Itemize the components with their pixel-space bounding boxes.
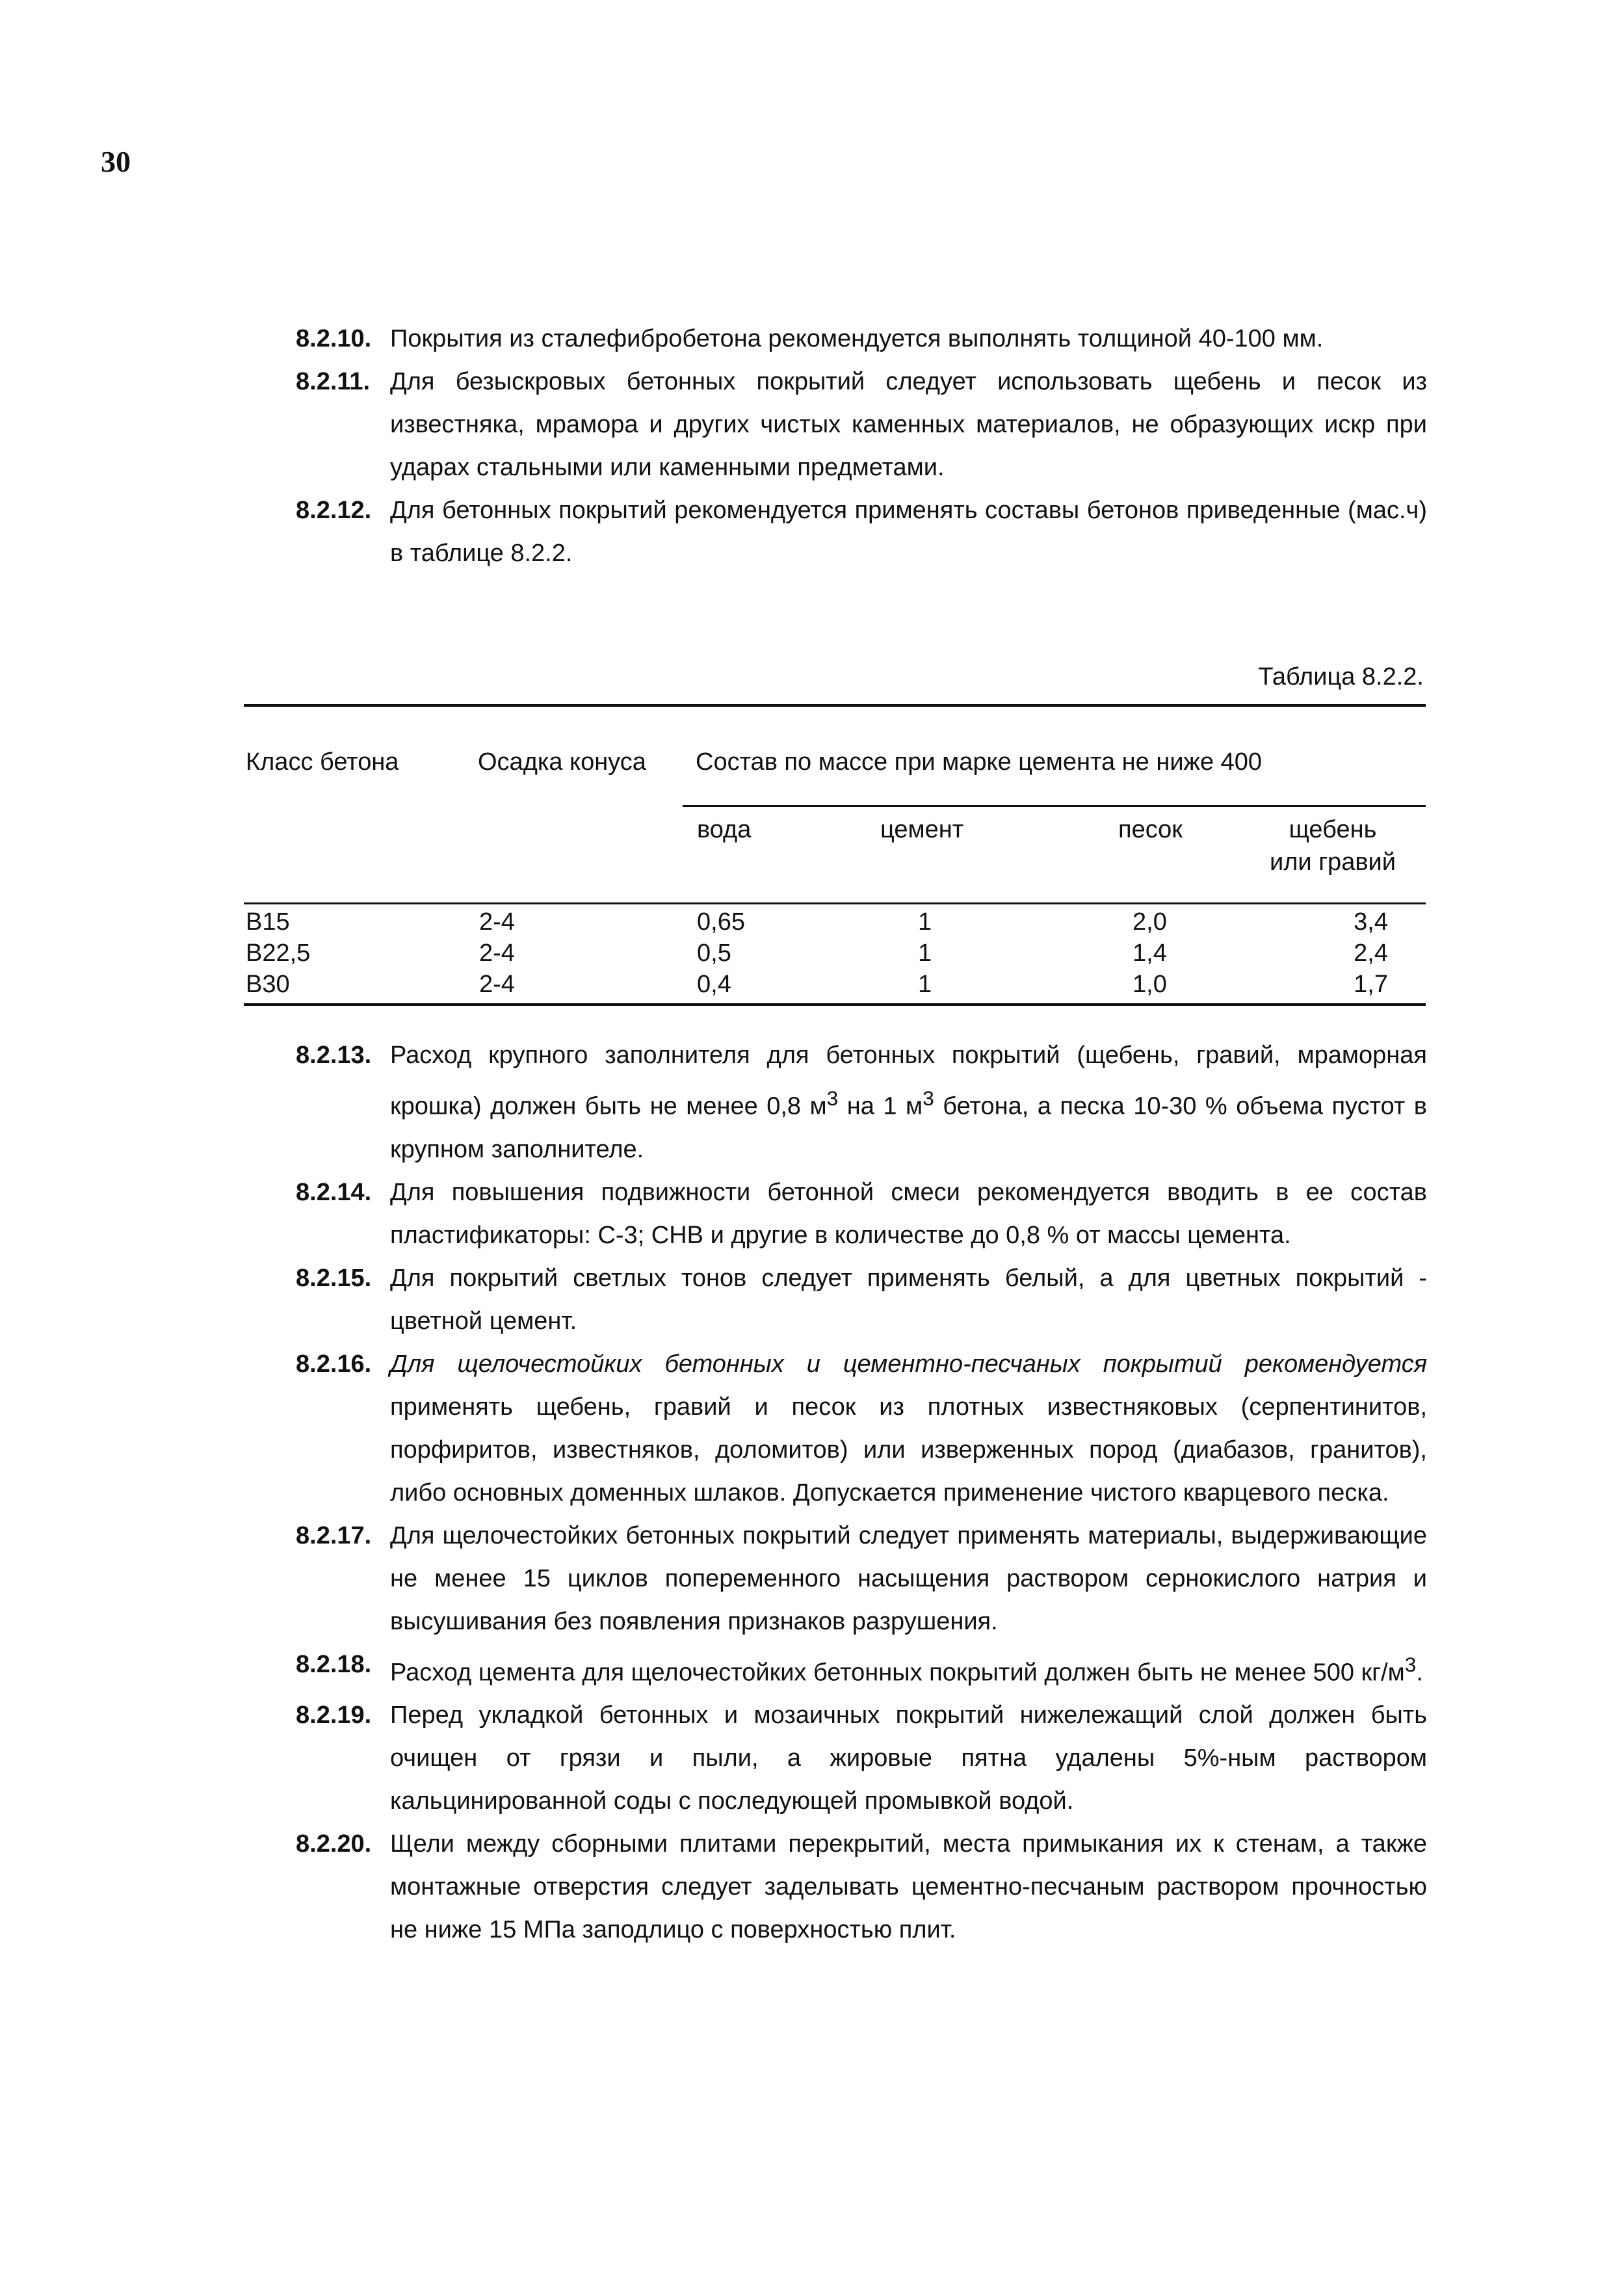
table-cell: В15: [246, 908, 290, 936]
clause-8-2-11: [296, 360, 1427, 489]
table-cell: 1,4: [1133, 940, 1167, 967]
clause-8-2-12: [296, 489, 1427, 575]
clause-number: 8.2.10.: [296, 325, 372, 352]
page-number: 30: [101, 145, 131, 178]
clause-number: 8.2.19.: [296, 1702, 372, 1729]
table-cell: 1,0: [1133, 971, 1167, 998]
clause-text-part: Расход цемента для щелочестойких бетонных покрытий должен быть не менее 500 кг/м: [390, 1659, 1405, 1687]
subheader-rule: [683, 805, 1426, 807]
header-gravel-line2: или гравий: [1270, 848, 1396, 876]
clause-text: Щели между сборными плитами перекрытий, места примыкания их к стенам, а также монтажные отверстия следует заделывать цементно-песчаным раствором прочностью не ниже 15 МПа заподлицо с поверхностью плит.: [390, 1830, 1427, 1944]
clause-text: Для покрытий светлых тонов следует применять белый, а для цветных покрытий - цветной цемент.: [390, 1264, 1427, 1335]
superscript: 3: [826, 1086, 839, 1110]
table-caption: Таблица 8.2.2.: [1258, 663, 1424, 690]
table-cell: 2,4: [1354, 940, 1388, 967]
header-water: вода: [697, 816, 752, 843]
table-cell: 1,7: [1354, 971, 1388, 998]
header-composition: Состав по массе при марке цемента не ниже 400: [696, 748, 1263, 776]
table-cell: В30: [246, 971, 290, 998]
clause-8-2-13: [296, 1034, 1427, 1171]
header-concrete-class: Класс бетона: [246, 748, 399, 776]
table-cell: 1: [918, 908, 932, 936]
clause-text: Покрытия из сталефибробетона рекомендуется выполнять толщиной 40-100 мм.: [390, 325, 1324, 352]
clause-number: 8.2.20.: [296, 1830, 372, 1858]
table-bottom-rule: [244, 1003, 1426, 1006]
clause-text-part: .: [1416, 1659, 1423, 1687]
header-cement: цемент: [880, 816, 964, 843]
clause-8-2-19: [296, 1694, 1427, 1822]
clause-number: 8.2.12.: [296, 497, 372, 524]
table-top-rule: [244, 704, 1426, 707]
clauses-top: [296, 317, 1427, 575]
clause-italic-lead: Для щелочестойких бетонных и цементно-песчаных покрытий рекомендуется: [390, 1350, 1427, 1378]
clause-8-2-15: [296, 1257, 1427, 1343]
header-gravel-line1: щебень: [1289, 816, 1377, 843]
clause-8-2-14: [296, 1171, 1427, 1257]
clause-text: Для безыскровых бетонных покрытий следует использовать щебень и песок из известняка, мрамора и других чистых каменных материалов, не образующих искр при ударах стальными или каменными предметами.: [390, 368, 1427, 481]
clause-text-part: бетона, а песка 10-30 % объема пустот в крупном заполнителе.: [390, 1092, 1427, 1163]
table-cell: 0,65: [697, 908, 745, 936]
clause-8-2-16: [296, 1343, 1427, 1514]
clause-8-2-20: [296, 1822, 1427, 1951]
table-cell: 2,0: [1133, 908, 1167, 936]
header-cone-slump: Осадка конуса: [478, 748, 646, 776]
superscript: 3: [923, 1086, 934, 1110]
table-cell: 1: [918, 940, 932, 967]
clause-number: 8.2.17.: [296, 1521, 372, 1549]
header-bottom-rule: [244, 902, 1426, 904]
table-cell: 2-4: [479, 971, 515, 998]
clause-number: 8.2.13.: [296, 1042, 372, 1069]
clause-text-part: на 1 м: [838, 1092, 923, 1120]
clause-text: Перед укладкой бетонных и мозаичных покрытий нижележащий слой должен быть очищен от грязи и пыли, а жировые пятна удалены 5%-ным раствором кальцинированной соды с последующей промывкой водой.: [390, 1702, 1427, 1815]
table-cell: 3,4: [1354, 908, 1388, 936]
clauses-bottom: [296, 1034, 1427, 1951]
clause-8-2-10: [296, 317, 1427, 360]
clause-text: Для бетонных покрытий рекомендуется применять составы бетонов приведенные (мас.ч) в таблице 8.2.2.: [390, 497, 1427, 567]
clause-number: 8.2.15.: [296, 1264, 372, 1292]
clause-text: [390, 1343, 1427, 1514]
header-sand: песок: [1118, 816, 1183, 843]
clause-number: 8.2.11.: [296, 368, 371, 395]
table-cell: 0,5: [697, 940, 731, 967]
table-cell: 2-4: [479, 908, 515, 936]
clause-text-part: применять щебень, гравий и песок из плотных известняковых (серпентинитов, порфиритов, известняков, доломитов) или изверженных пород (диабазов, гранитов), либо основных доменных шлаков. Допускается применение чистого кварцевого песка.: [390, 1393, 1427, 1506]
table-cell: 1: [918, 971, 932, 998]
clause-number: 8.2.14.: [296, 1178, 372, 1206]
clause-number: 8.2.16.: [296, 1350, 372, 1378]
clause-text: [390, 1034, 1427, 1171]
clause-text: [390, 1643, 1427, 1694]
clause-8-2-17: [296, 1514, 1427, 1643]
table-cell: 2-4: [479, 940, 515, 967]
clause-number: 8.2.18.: [296, 1650, 372, 1678]
clause-text-part: Расход крупного заполнителя для бетонных покрытий (щебень, гравий, мраморная крошка) должен быть не менее 0,8 м: [390, 1042, 1427, 1120]
clause-text: Для повышения подвижности бетонной смеси рекомендуется вводить в ее состав пластификаторы: С-3; СНВ и другие в количестве до 0,8 % от массы цемента.: [390, 1178, 1427, 1249]
superscript: 3: [1404, 1652, 1417, 1676]
table-cell: 0,4: [697, 971, 731, 998]
clause-8-2-18: [296, 1643, 1427, 1694]
clause-text: Для щелочестойких бетонных покрытий следует применять материалы, выдерживающие не менее 15 циклов попеременного насыщения раствором сернокислого натрия и высушивания без появления признаков разрушения.: [390, 1521, 1427, 1635]
table-cell: В22,5: [246, 940, 311, 967]
